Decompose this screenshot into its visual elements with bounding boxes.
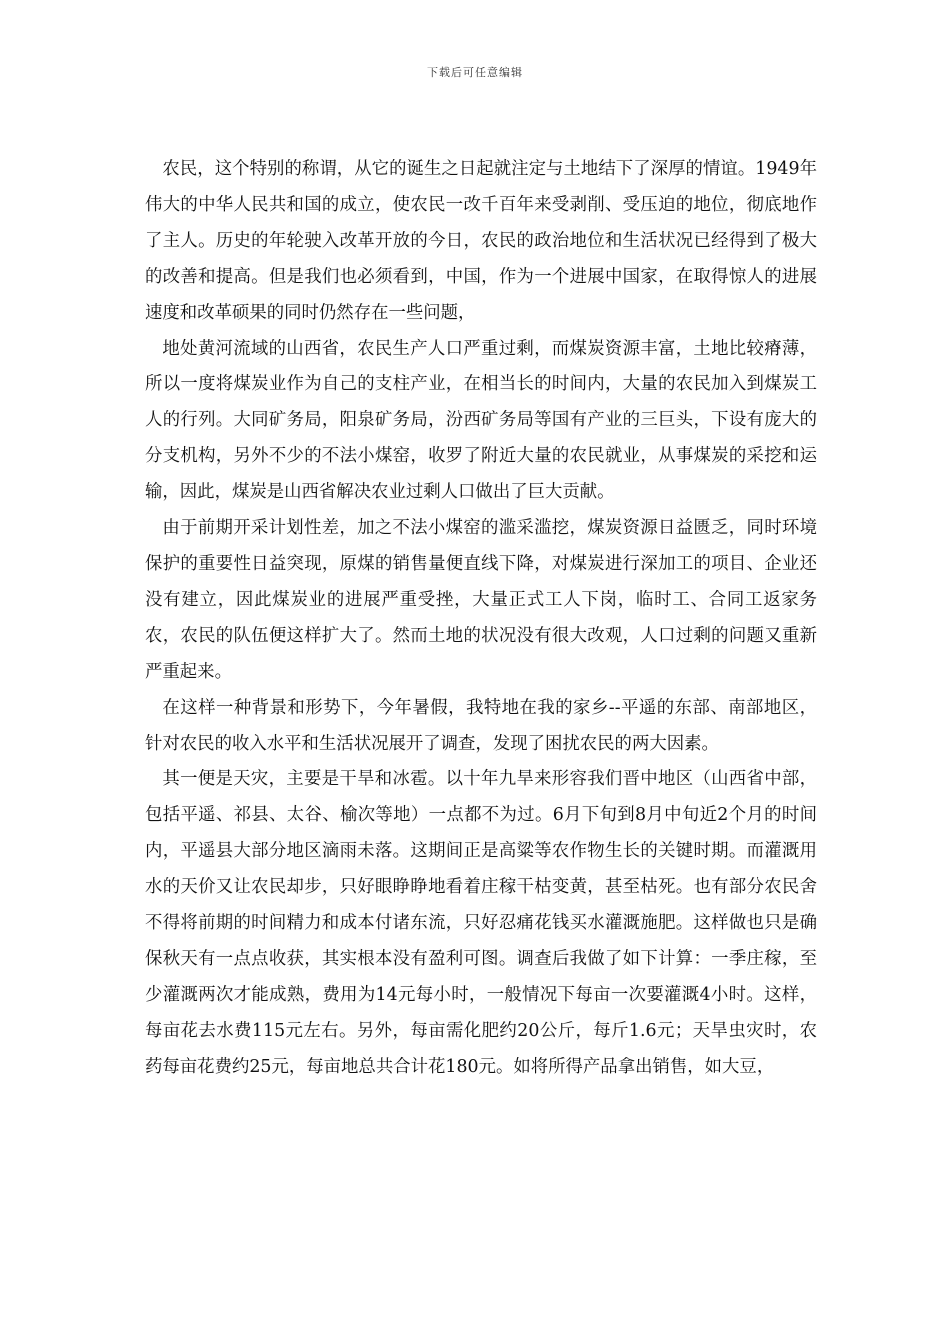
paragraph-natural-disaster: 其一便是天灾，主要是干旱和冰雹。以十年九旱来形容我们晋中地区（山西省中部，包括平遥、祁县、太谷、榆次等地）一点都不为过。6月下旬到8月中旬近2个月的时间内，平遥县大部分地区滴雨未落。这期间正是高粱等农作物生长的关键时期。而灌溉用水的天价又让农民却步，只好眼睁睁地看着庄稼干枯变黄，甚至枯死。也有部分农民舍不得将前期的时间精力和成本付诸东流，只好忍痛花钱买水灌溉施肥。这样做也只是确保秋天有一点点收获，其实根本没有盈利可图。调查后我做了如下计算：一季庄稼，至少灌溉两次才能成熟，费用为14元每小时，一般情况下每亩一次要灌溉4小时。这样，每亩花去水费115元左右。另外，每亩需化肥约20公斤，每斤1.6元；天旱虫灾时，农药每亩花费约25元，每亩地总共合计花180元。如将所得产品拿出销售，如大豆， (145, 769, 817, 1077)
paragraph-shanxi-coal: 地处黄河流域的山西省，农民生产人口严重过剩，而煤炭资源丰富，土地比较瘠薄，所以一度将煤炭业作为自己的支柱产业，在相当长的时间内，大量的农民加入到煤炭工人的行列。大同矿务局，阳泉矿务局，汾西矿务局等国有产业的三巨头，下设有庞大的分支机构，另外不少的不法小煤窑，收罗了附近大量的农民就业，从事煤炭的采挖和运输，因此，煤炭是山西省解决农业过剩人口做出了巨大贡献。 (145, 338, 817, 503)
paragraph-coal-decline: 由于前期开采计划性差，加之不法小煤窑的滥采滥挖，煤炭资源日益匮乏，同时环境保护的重要性日益突现，原煤的销售量便直线下降，对煤炭进行深加工的项目、企业还没有建立，因此煤炭业的进展严重受挫，大量正式工人下岗，临时工、合同工返家务农，农民的队伍便这样扩大了。然而土地的状况没有很大改观，人口过剩的问题又重新严重起来。 (145, 518, 817, 682)
paragraph-intro: 农民，这个特别的称谓，从它的诞生之日起就注定与土地结下了深厚的情谊。1949年伟大的中华人民共和国的成立，使农民一改千百年来受剥削、受压迫的地位，彻底地作了主人。历史的年轮驶入改革开放的今日，农民的政治地位和生活状况已经得到了极大的改善和提高。但是我们也必须看到，中国，作为一个进展中国家，在取得惊人的进展速度和改革硕果的同时仍然存在一些问题， (145, 159, 817, 323)
document-body (145, 152, 817, 1086)
paragraph-survey: 在这样一种背景和形势下，今年暑假，我特地在我的家乡--平遥的东部、南部地区，针对农民的收入水平和生活状况展开了调查，发现了困扰农民的两大因素。 (145, 697, 817, 754)
page-header-note: 下载后可任意编辑 (427, 66, 523, 79)
